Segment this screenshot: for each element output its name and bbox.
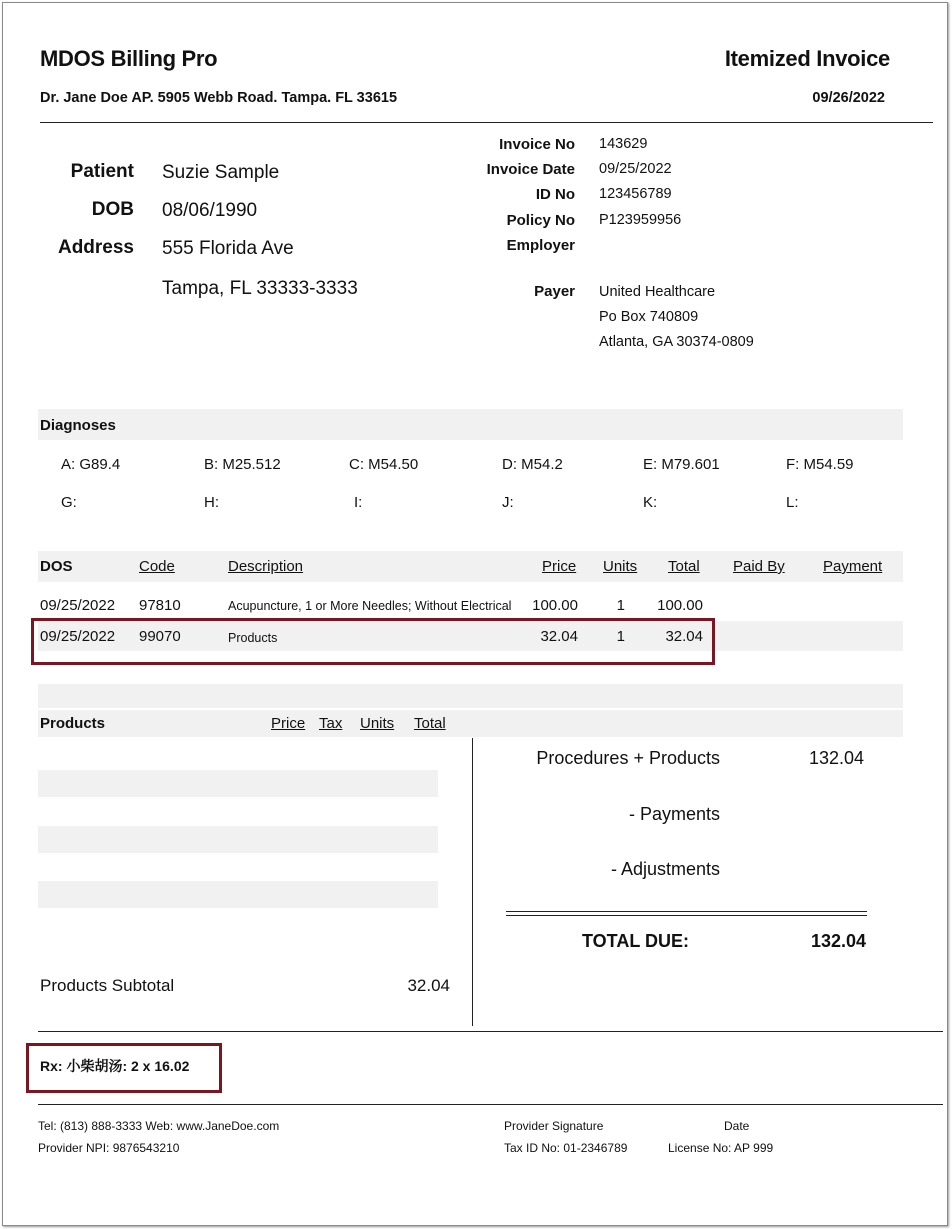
patient-name: Suzie Sample — [162, 162, 280, 183]
diagnosis-g: G: — [61, 494, 77, 511]
diagnosis-i: I: — [354, 494, 363, 511]
col-total: Total — [668, 558, 700, 575]
diagnosis-e: E: M79.601 — [643, 456, 720, 473]
diagnosis-c: C: M54.50 — [349, 456, 419, 473]
policy-no: P123959956 — [599, 212, 682, 228]
print-date: 09/26/2022 — [812, 90, 885, 106]
dob-value: 08/06/1990 — [162, 200, 258, 221]
products-summary-divider — [472, 738, 473, 1026]
payer-label: Payer — [534, 283, 575, 300]
products-subtotal-label: Products Subtotal — [40, 976, 175, 995]
col-dos: DOS — [40, 558, 73, 575]
col-price: Price — [542, 558, 577, 575]
rx-line: Rx: 小柴胡汤: 2 x 16.02 — [40, 1058, 190, 1074]
row2-description: Products — [228, 631, 278, 645]
row1-units: 1 — [616, 597, 625, 614]
row1-price: 100.00 — [532, 597, 578, 614]
provider-address: Dr. Jane Doe AP. 5905 Webb Road. Tampa. FL 33615 — [40, 90, 398, 106]
diagnosis-f: F: M54.59 — [786, 456, 854, 473]
payer-line3: Atlanta, GA 30374-0809 — [599, 334, 754, 350]
invoice-date-label: Invoice Date — [486, 161, 575, 178]
products-col-tax: Tax — [319, 715, 343, 732]
row1-dos: 09/25/2022 — [40, 597, 116, 614]
payments-label: - Payments — [628, 804, 720, 824]
diagnosis-h: H: — [204, 494, 219, 511]
signature-date-label: Date — [724, 1119, 750, 1133]
adjustments-label: - Adjustments — [610, 859, 720, 879]
row1-total: 100.00 — [657, 597, 703, 614]
products-header-band — [38, 710, 903, 737]
tax-id: Tax ID No: 01-2346789 — [504, 1141, 628, 1155]
products-col-units: Units — [360, 715, 395, 732]
row2-units: 1 — [616, 628, 625, 645]
header-divider — [40, 122, 933, 123]
diagnoses-title: Diagnoses — [40, 417, 116, 434]
signature-label: Provider Signature — [504, 1119, 604, 1133]
policy-no-label: Policy No — [506, 212, 575, 229]
id-no: 123456789 — [599, 186, 672, 202]
address-line1: 555 Florida Ave — [162, 238, 294, 259]
dob-label: DOB — [91, 199, 134, 220]
diagnoses-band — [38, 409, 903, 440]
payer-line2: Po Box 740809 — [599, 309, 699, 325]
diagnosis-k: K: — [643, 494, 658, 511]
spacer-band — [38, 684, 903, 708]
col-units: Units — [603, 558, 638, 575]
col-code: Code — [139, 558, 175, 575]
total-due-value: 132.04 — [810, 931, 866, 951]
highlight-box-products-row — [31, 618, 715, 665]
col-description: Description — [228, 558, 304, 575]
products-col-price: Price — [271, 715, 306, 732]
products-stripe-3 — [38, 881, 438, 908]
employer-label: Employer — [506, 237, 575, 254]
document-title: Itemized Invoice — [724, 46, 890, 71]
patient-label: Patient — [70, 161, 134, 182]
total-rule-top — [506, 911, 867, 912]
row2-total: 32.04 — [665, 628, 703, 645]
col-payment: Payment — [823, 558, 883, 575]
products-title: Products — [40, 715, 106, 732]
products-subtotal-value: 32.04 — [407, 976, 450, 995]
diagnosis-l: L: — [786, 494, 799, 511]
row2-code: 99070 — [139, 628, 181, 645]
diagnosis-b: B: M25.512 — [204, 456, 281, 473]
address-line2: Tampa, FL 33333-3333 — [162, 278, 358, 299]
highlight-box-rx — [26, 1043, 222, 1093]
row1-code: 97810 — [139, 597, 181, 614]
diagnosis-d: D: M54.2 — [502, 456, 563, 473]
footer-npi: Provider NPI: 9876543210 — [38, 1141, 180, 1155]
diagnosis-j: J: — [502, 494, 514, 511]
id-no-label: ID No — [535, 186, 575, 203]
diagnosis-a: A: G89.4 — [61, 456, 121, 473]
products-stripe-2 — [38, 826, 438, 853]
rx-divider-top — [38, 1031, 943, 1032]
app-name: MDOS Billing Pro — [40, 46, 218, 71]
invoice-date: 09/25/2022 — [599, 161, 672, 177]
total-due-label: TOTAL DUE: — [582, 931, 689, 951]
products-stripe-1 — [38, 770, 438, 797]
col-paid-by: Paid By — [733, 558, 785, 575]
address-label: Address — [57, 237, 134, 258]
procedures-products-value: 132.04 — [808, 748, 864, 768]
procedures-products-label: Procedures + Products — [536, 748, 720, 768]
footer-divider — [38, 1104, 943, 1105]
row2-dos: 09/25/2022 — [40, 628, 116, 645]
footer-contact: Tel: (813) 888-3333 Web: www.JaneDoe.com — [38, 1119, 280, 1133]
payer-line1: United Healthcare — [599, 284, 716, 300]
invoice-no-label: Invoice No — [499, 136, 575, 153]
total-rule-bottom — [506, 915, 867, 916]
license-no: License No: AP 999 — [668, 1141, 774, 1155]
row1-description: Acupuncture, 1 or More Needles; Without Electrical — [228, 599, 512, 613]
products-col-total: Total — [414, 715, 446, 732]
invoice-no: 143629 — [599, 136, 648, 152]
row2-price: 32.04 — [540, 628, 578, 645]
